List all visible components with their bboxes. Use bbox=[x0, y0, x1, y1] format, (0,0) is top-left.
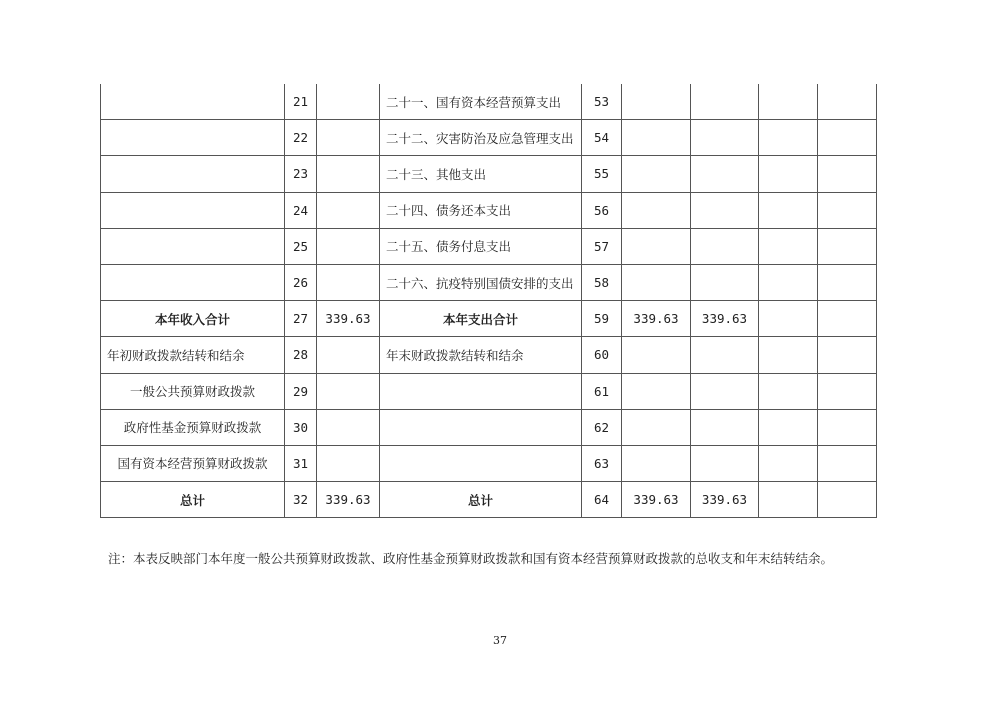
expense-amount-fund bbox=[759, 373, 818, 409]
expense-row-number: 60 bbox=[582, 337, 622, 373]
expense-amount-fund bbox=[759, 84, 818, 120]
expense-amount-total bbox=[622, 156, 691, 192]
expense-item: 二十四、债务还本支出 bbox=[380, 192, 582, 228]
income-amount bbox=[317, 228, 380, 264]
expense-amount-general bbox=[691, 264, 759, 300]
expense-row-number: 56 bbox=[582, 192, 622, 228]
expense-item: 二十一、国有资本经营预算支出 bbox=[380, 84, 582, 120]
expense-amount-general bbox=[691, 84, 759, 120]
expense-amount-total bbox=[622, 120, 691, 156]
expense-amount-fund bbox=[759, 409, 818, 445]
expense-row-number: 57 bbox=[582, 228, 622, 264]
expense-amount-general bbox=[691, 337, 759, 373]
income-row-number: 25 bbox=[285, 228, 317, 264]
expense-amount-total bbox=[622, 264, 691, 300]
expense-item: 二十三、其他支出 bbox=[380, 156, 582, 192]
expense-amount-general bbox=[691, 409, 759, 445]
income-grand-total-label: 总计 bbox=[101, 482, 285, 518]
expense-amount-total bbox=[622, 373, 691, 409]
income-item bbox=[101, 192, 285, 228]
income-row-number: 24 bbox=[285, 192, 317, 228]
expense-amount-state-capital bbox=[818, 337, 877, 373]
expense-item bbox=[380, 445, 582, 481]
table-row bbox=[101, 228, 877, 264]
expense-amount-state-capital bbox=[818, 192, 877, 228]
income-item bbox=[101, 156, 285, 192]
expense-amount-state-capital bbox=[818, 120, 877, 156]
income-amount bbox=[317, 84, 380, 120]
income-amount bbox=[317, 120, 380, 156]
expense-amount-fund bbox=[759, 482, 818, 518]
expense-amount-state-capital bbox=[818, 482, 877, 518]
table-row bbox=[101, 445, 877, 481]
expense-row-number: 62 bbox=[582, 409, 622, 445]
income-row-number: 30 bbox=[285, 409, 317, 445]
income-item bbox=[101, 228, 285, 264]
table-footnote: 注：本表反映部门本年度一般公共预算财政拨款、政府性基金预算财政拨款和国有资本经营预算财政拨款的总收支和年末结转结余。 bbox=[108, 551, 834, 566]
expense-amount-fund bbox=[759, 120, 818, 156]
expense-item bbox=[380, 373, 582, 409]
expense-amount-fund bbox=[759, 445, 818, 481]
table-row bbox=[101, 84, 877, 120]
table-row bbox=[101, 373, 877, 409]
expense-row-number: 54 bbox=[582, 120, 622, 156]
income-item bbox=[101, 120, 285, 156]
expense-amount-state-capital bbox=[818, 156, 877, 192]
expense-amount-state-capital bbox=[818, 228, 877, 264]
expense-total-label: 本年支出合计 bbox=[380, 301, 582, 337]
expense-amount-state-capital bbox=[818, 409, 877, 445]
income-amount bbox=[317, 264, 380, 300]
table-row bbox=[101, 120, 877, 156]
expense-amount-total bbox=[622, 228, 691, 264]
expense-item: 年末财政拨款结转和结余 bbox=[380, 337, 582, 373]
table-row bbox=[101, 337, 877, 373]
income-item: 一般公共预算财政拨款 bbox=[101, 373, 285, 409]
expense-item: 二十二、灾害防治及应急管理支出 bbox=[380, 120, 582, 156]
expense-amount-general: 339.63 bbox=[691, 482, 759, 518]
expense-amount-general bbox=[691, 445, 759, 481]
expense-item bbox=[380, 409, 582, 445]
income-row-number: 31 bbox=[285, 445, 317, 481]
table-row-grand-total bbox=[101, 482, 877, 518]
expense-row-number: 63 bbox=[582, 445, 622, 481]
income-row-number: 26 bbox=[285, 264, 317, 300]
expense-amount-fund bbox=[759, 337, 818, 373]
expense-row-number: 61 bbox=[582, 373, 622, 409]
expense-amount-fund bbox=[759, 228, 818, 264]
expense-amount-total bbox=[622, 84, 691, 120]
income-row-number: 32 bbox=[285, 482, 317, 518]
expense-amount-general bbox=[691, 192, 759, 228]
expense-row-number: 53 bbox=[582, 84, 622, 120]
expense-amount-total bbox=[622, 409, 691, 445]
expense-amount-state-capital bbox=[818, 373, 877, 409]
expense-amount-state-capital bbox=[818, 301, 877, 337]
expense-amount-fund bbox=[759, 192, 818, 228]
income-total-label: 本年收入合计 bbox=[101, 301, 285, 337]
expense-amount-total bbox=[622, 445, 691, 481]
income-item bbox=[101, 84, 285, 120]
income-amount bbox=[317, 409, 380, 445]
expense-grand-total-label: 总计 bbox=[380, 482, 582, 518]
income-item: 年初财政拨款结转和结余 bbox=[101, 337, 285, 373]
page-number: 37 bbox=[493, 634, 507, 647]
table-row-income-subtotal bbox=[101, 301, 877, 337]
expense-amount-fund bbox=[759, 264, 818, 300]
expense-row-number: 59 bbox=[582, 301, 622, 337]
expense-amount-state-capital bbox=[818, 445, 877, 481]
budget-table bbox=[100, 84, 877, 518]
table-row bbox=[101, 156, 877, 192]
expense-row-number: 64 bbox=[582, 482, 622, 518]
income-item: 政府性基金预算财政拨款 bbox=[101, 409, 285, 445]
expense-amount-general bbox=[691, 120, 759, 156]
income-amount: 339.63 bbox=[317, 301, 380, 337]
income-amount bbox=[317, 445, 380, 481]
income-amount: 339.63 bbox=[317, 482, 380, 518]
table-row bbox=[101, 192, 877, 228]
expense-amount-general bbox=[691, 228, 759, 264]
income-row-number: 29 bbox=[285, 373, 317, 409]
table-row bbox=[101, 409, 877, 445]
expense-amount-total: 339.63 bbox=[622, 482, 691, 518]
table-row bbox=[101, 264, 877, 300]
income-row-number: 27 bbox=[285, 301, 317, 337]
income-item bbox=[101, 264, 285, 300]
income-amount bbox=[317, 337, 380, 373]
expense-amount-state-capital bbox=[818, 264, 877, 300]
expense-item: 二十六、抗疫特别国债安排的支出 bbox=[380, 264, 582, 300]
income-row-number: 22 bbox=[285, 120, 317, 156]
expense-amount-total: 339.63 bbox=[622, 301, 691, 337]
expense-row-number: 58 bbox=[582, 264, 622, 300]
expense-row-number: 55 bbox=[582, 156, 622, 192]
expense-amount-general bbox=[691, 156, 759, 192]
expense-amount-general bbox=[691, 373, 759, 409]
income-amount bbox=[317, 373, 380, 409]
expense-amount-total bbox=[622, 337, 691, 373]
expense-amount-general: 339.63 bbox=[691, 301, 759, 337]
income-amount bbox=[317, 192, 380, 228]
income-amount bbox=[317, 156, 380, 192]
expense-amount-state-capital bbox=[818, 84, 877, 120]
income-row-number: 28 bbox=[285, 337, 317, 373]
expense-amount-fund bbox=[759, 156, 818, 192]
expense-item: 二十五、债务付息支出 bbox=[380, 228, 582, 264]
expense-amount-total bbox=[622, 192, 691, 228]
income-row-number: 21 bbox=[285, 84, 317, 120]
expense-amount-fund bbox=[759, 301, 818, 337]
income-item: 国有资本经营预算财政拨款 bbox=[101, 445, 285, 481]
income-row-number: 23 bbox=[285, 156, 317, 192]
